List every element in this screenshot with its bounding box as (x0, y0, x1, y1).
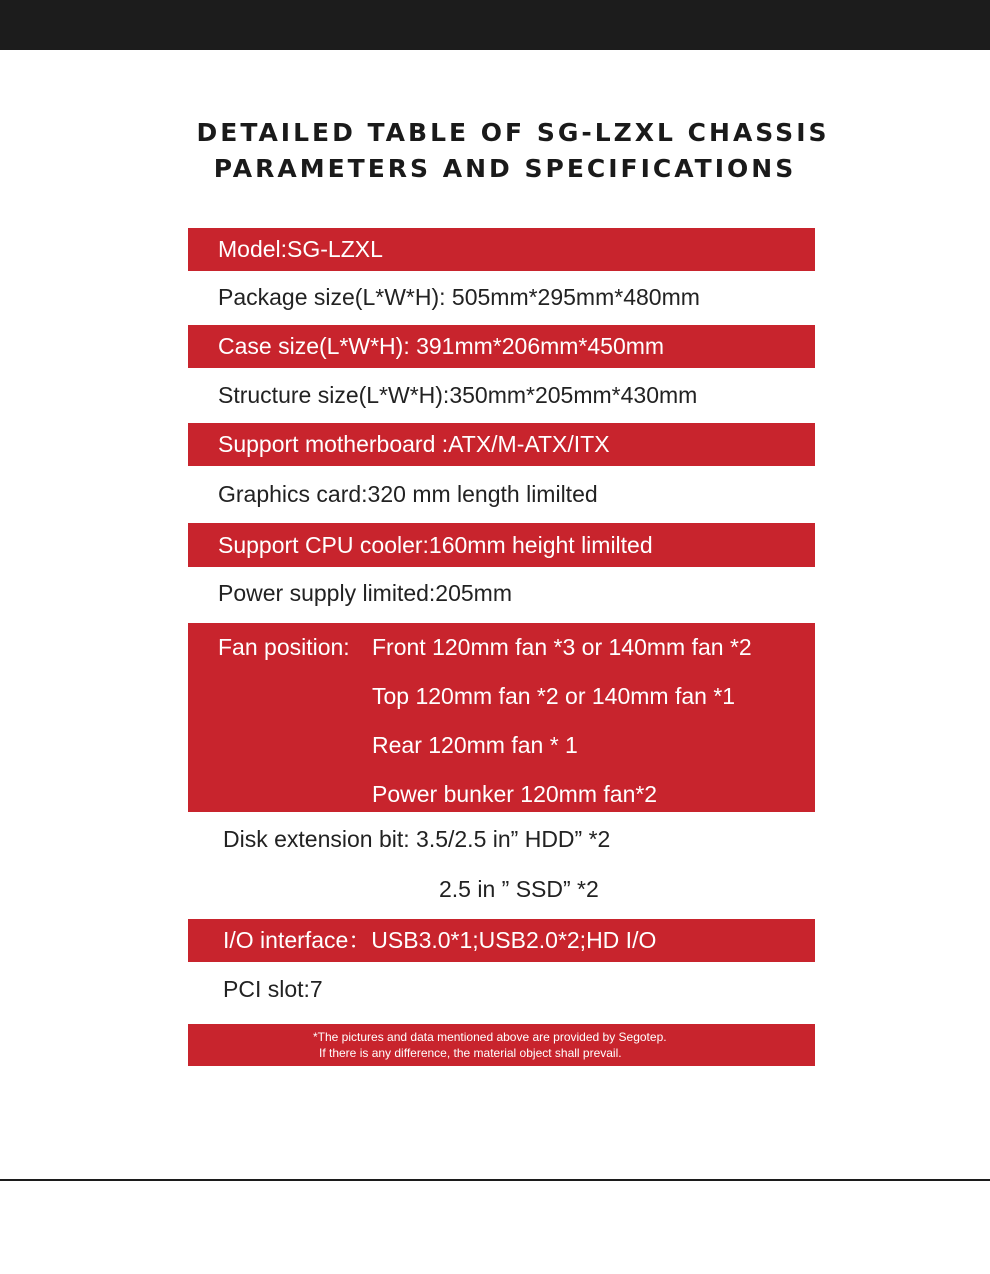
fan-position-power-bunker: Power bunker 120mm fan*2 (372, 781, 658, 807)
spec-row-case-size: Case size(L*W*H): 391mm*206mm*450mm (188, 325, 815, 368)
fan-position-front: Front 120mm fan *3 or 140mm fan *2 (372, 634, 752, 660)
bottom-divider (0, 1179, 990, 1181)
spec-row-model: Model:SG-LZXL (188, 228, 815, 271)
fan-position-top: Top 120mm fan *2 or 140mm fan *1 (372, 683, 736, 709)
spec-row-fan-position (188, 623, 815, 812)
spec-row-disk-extension (188, 815, 815, 915)
spec-row-package-size: Package size(L*W*H): 505mm*295mm*480mm (218, 284, 700, 310)
disclaimer-line-1: *The pictures and data mentioned above are provided by Segotep. (313, 1030, 667, 1044)
spec-row-io-interface: I/O interface：USB3.0*1;USB2.0*2;HD I/O (188, 919, 815, 962)
spec-row-pci-slot: PCI slot:7 (223, 976, 323, 1002)
disk-extension-ssd: 2.5 in ” SSD” *2 (439, 876, 599, 902)
spec-row-power-supply: Power supply limited:205mm (218, 580, 513, 606)
disclaimer-line-2: If there is any difference, the material object shall prevail. (319, 1046, 622, 1060)
fan-position-label: Fan position: (218, 634, 350, 660)
page-title-line-1: DETAILED TABLE OF SG-LZXL CHASSIS (196, 118, 830, 147)
disclaimer-note (188, 1024, 815, 1066)
spec-row-graphics-card: Graphics card:320 mm length limilted (218, 481, 598, 507)
disk-extension-hdd: Disk extension bit: 3.5/2.5 in” HDD” *2 (223, 826, 611, 852)
page-title-line-2: PARAMETERS AND SPECIFICATIONS (213, 154, 797, 183)
spec-row-structure-size: Structure size(L*W*H):350mm*205mm*430mm (218, 382, 698, 408)
spec-row-motherboard: Support motherboard :ATX/M-ATX/ITX (188, 423, 815, 466)
top-bar (0, 0, 990, 50)
spec-row-cpu-cooler: Support CPU cooler:160mm height limilted (188, 523, 815, 567)
fan-position-rear: Rear 120mm fan * 1 (372, 732, 578, 758)
